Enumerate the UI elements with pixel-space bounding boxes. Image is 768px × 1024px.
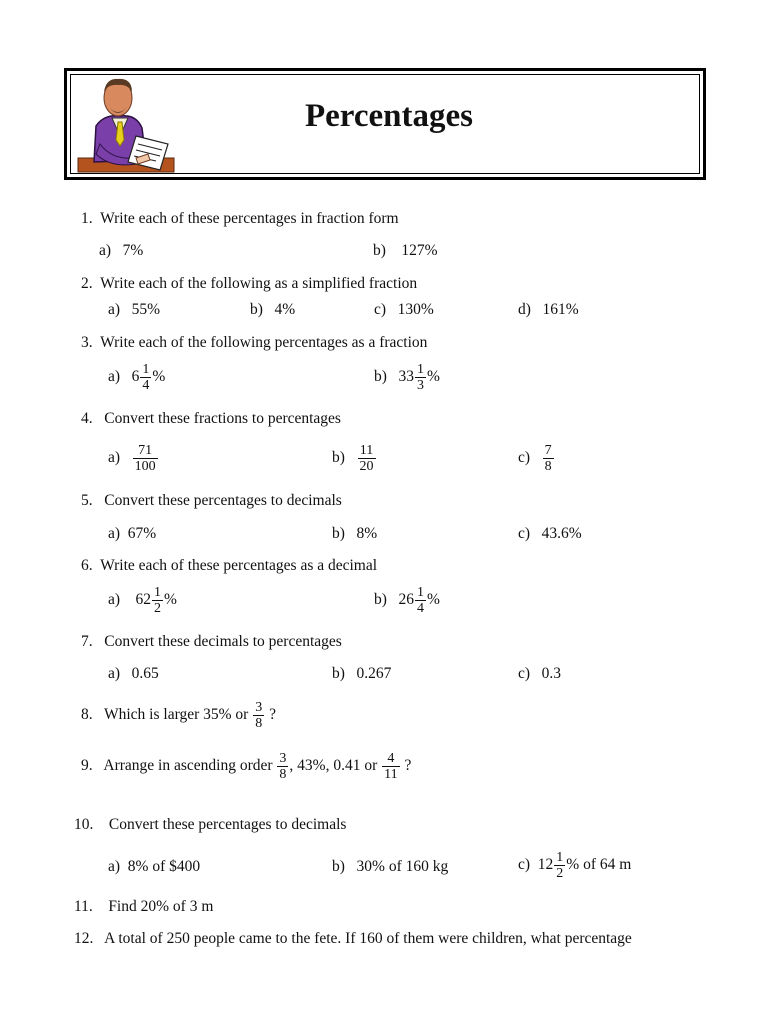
question-11 bbox=[74, 898, 213, 916]
question-6 bbox=[81, 557, 377, 575]
question-text: Convert these percentages to decimals bbox=[104, 492, 342, 509]
q2-part-b: b) 4% bbox=[250, 301, 296, 318]
q10-part-b: b) 30% of 160 kg bbox=[332, 858, 449, 875]
question-text: A total of 250 people came to the fete. If 160 of them were children, what percentage bbox=[104, 930, 632, 947]
question-12 bbox=[74, 930, 632, 948]
fraction: $\frac{71}{100}$ bbox=[134, 443, 156, 474]
question-number: 7. bbox=[81, 633, 93, 650]
q2-part-d: d) 161% bbox=[518, 301, 579, 318]
question-1 bbox=[81, 210, 399, 228]
q10-part-c: c) 12 $\frac{1}{2}$ % of 64 m bbox=[518, 850, 632, 881]
question-number: 10. bbox=[74, 816, 94, 833]
question-number: 2. bbox=[81, 275, 93, 292]
q3-part-b: b) 33 $\frac{1}{3}$ % bbox=[374, 362, 440, 393]
fraction: $\frac{1}{3}$ bbox=[417, 362, 425, 393]
q4-part-a: a) $\frac{71}{100}$ bbox=[108, 443, 156, 474]
question-number: 11. bbox=[74, 898, 93, 915]
fraction: $\frac{1}{2}$ bbox=[556, 850, 564, 881]
question-number: 1. bbox=[81, 210, 93, 227]
fraction: $\frac{3}{8}$ bbox=[255, 700, 263, 731]
q1-part-b: b) 127% bbox=[373, 242, 438, 259]
question-number: 6. bbox=[81, 557, 93, 574]
question-5 bbox=[81, 492, 342, 510]
question-9: 9. Arrange in ascending order $\frac{3}{8}$ , 43%, 0.41 or $\frac{4}{11}$ ? bbox=[81, 751, 412, 782]
q2-part-a: a) 55% bbox=[108, 301, 161, 318]
q7-part-a: a) 0.65 bbox=[108, 665, 159, 682]
q10-part-a: a) 8% of $400 bbox=[108, 858, 201, 875]
question-text: Write each of the following as a simplified fraction bbox=[100, 275, 418, 292]
fraction: $\frac{3}{8}$ bbox=[279, 751, 287, 782]
question-text: Convert these decimals to percentages bbox=[104, 633, 342, 650]
teacher-illustration bbox=[76, 74, 178, 176]
q6-part-a: a) 62 $\frac{1}{2}$ % bbox=[108, 585, 177, 616]
question-text: Convert these fractions to percentages bbox=[104, 410, 341, 427]
q5-part-b: b) 8% bbox=[332, 525, 378, 542]
question-text: Write each of these percentages in fraction form bbox=[100, 210, 399, 227]
fraction: $\frac{1}{2}$ bbox=[154, 585, 162, 616]
question-text: Write each of the following percentages as a fraction bbox=[100, 334, 428, 351]
question-number: 12. bbox=[74, 930, 94, 947]
question-number: 3. bbox=[81, 334, 93, 351]
fraction: $\frac{4}{11}$ bbox=[384, 751, 398, 782]
question-3 bbox=[81, 334, 427, 352]
q7-part-c: c) 0.3 bbox=[518, 665, 562, 682]
question-number: 4. bbox=[81, 410, 93, 427]
question-number: 5. bbox=[81, 492, 93, 509]
question-number: 8. bbox=[81, 706, 93, 724]
question-4 bbox=[81, 410, 341, 428]
question-10 bbox=[74, 816, 346, 834]
q3-part-a: a) 6 $\frac{1}{4}$ % bbox=[108, 362, 166, 393]
question-number: 9. bbox=[81, 757, 93, 775]
question-text: Arrange in ascending order bbox=[103, 757, 273, 775]
q4-part-b: b) $\frac{11}{20}$ bbox=[332, 443, 374, 474]
fraction: $\frac{11}{20}$ bbox=[359, 443, 374, 474]
q1-part-a: a) 7% bbox=[99, 242, 144, 259]
q4-part-c: c) $\frac{7}{8}$ bbox=[518, 443, 552, 474]
question-8: 8. Which is larger 35% or $\frac{3}{8}$ ? bbox=[81, 700, 276, 731]
fraction: $\frac{7}{8}$ bbox=[544, 443, 552, 474]
question-text: Write each of these percentages as a decimal bbox=[100, 557, 378, 574]
question-text: Convert these percentages to decimals bbox=[108, 816, 347, 833]
q7-part-b: b) 0.267 bbox=[332, 665, 392, 682]
q2-part-c: c) 130% bbox=[374, 301, 434, 318]
page-title: Percentages bbox=[305, 98, 473, 134]
q6-part-b: b) 26 $\frac{1}{4}$ % bbox=[374, 585, 440, 616]
q5-part-c: c) 43.6% bbox=[518, 525, 582, 542]
question-7 bbox=[81, 633, 342, 651]
fraction: $\frac{1}{4}$ bbox=[142, 362, 150, 393]
fraction: $\frac{1}{4}$ bbox=[417, 585, 425, 616]
q5-part-a: a) 67% bbox=[108, 525, 157, 542]
question-2 bbox=[81, 275, 417, 293]
question-text: Find 20% of 3 m bbox=[108, 898, 214, 915]
question-text: Which is larger 35% or bbox=[103, 706, 249, 724]
